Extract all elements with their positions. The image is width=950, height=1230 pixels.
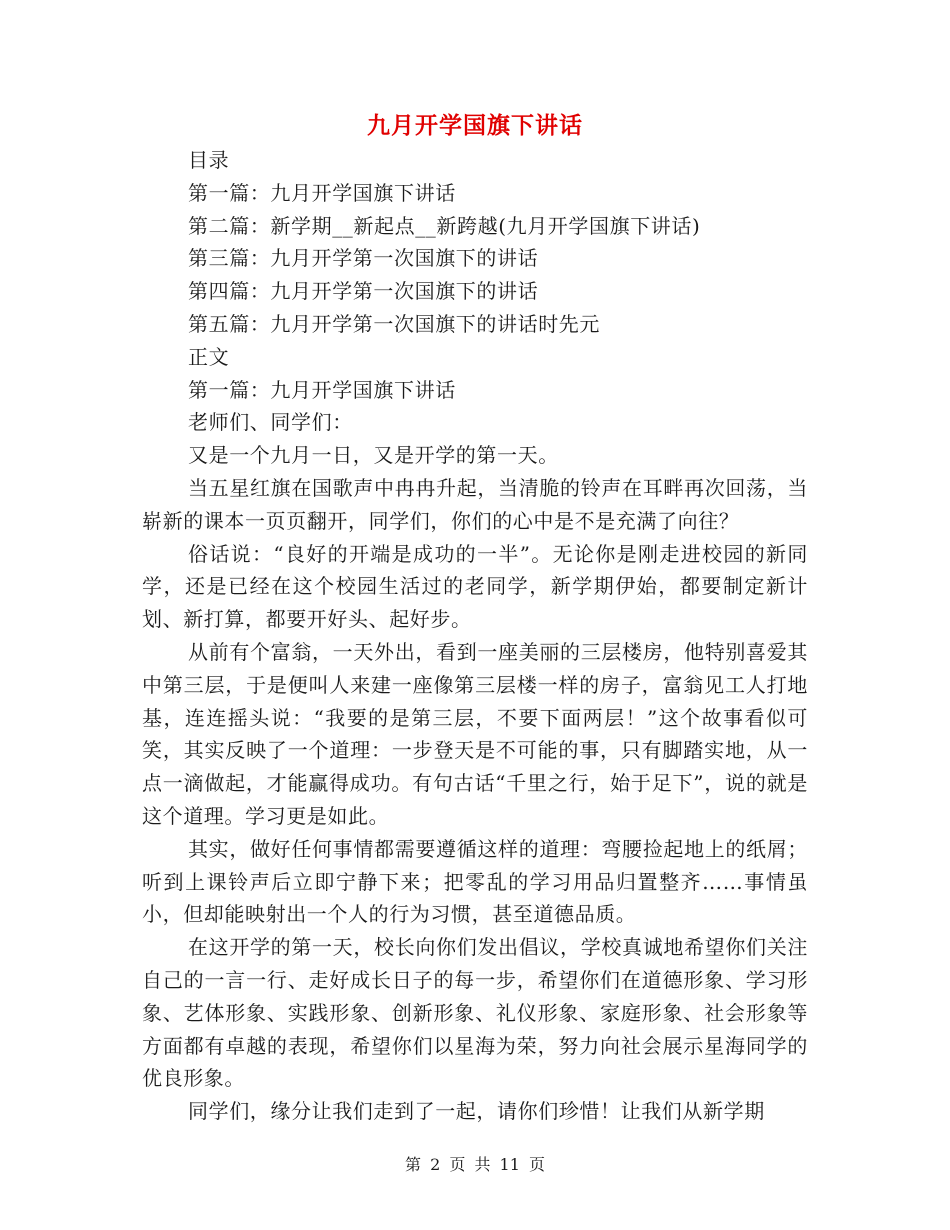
paragraph: 其实，做好任何事情都需要遵循这样的道理：弯腰捡起地上的纸屑；听到上课铃声后立即宁静下来；把零乱的学习用品归置整齐……事情虽小，但却能映射出一个人的行为习惯，甚至道德品质。 (142, 836, 808, 927)
document-body (142, 144, 808, 1128)
toc-item: 第一篇：九月开学国旗下讲话 (188, 180, 456, 205)
section-title: 第一篇：九月开学国旗下讲话 (188, 377, 456, 402)
salutation: 老师们、同学们： (188, 410, 353, 435)
paragraph: 又是一个九月一日，又是开学的第一天。 (188, 443, 559, 468)
toc-item: 第五篇：九月开学第一次国旗下的讲话时先元 (188, 311, 600, 336)
toc-item: 第二篇：新学期__新起点__新跨越(九月开学国旗下讲话) (188, 213, 701, 238)
toc-item: 第三篇：九月开学第一次国旗下的讲话 (188, 246, 539, 271)
document-title: 九月开学国旗下讲话 (367, 112, 583, 139)
page-number-footer: 第 2 页 共 11 页 (405, 1155, 545, 1174)
toc-heading: 目录 (188, 148, 230, 172)
paragraph: 当五星红旗在国歌声中冉冉升起，当清脆的铃声在耳畔再次回荡，当崭新的课本一页页翻开，同学们，你们的心中是不是充满了向往？ (142, 475, 808, 533)
body-heading: 正文 (188, 344, 230, 369)
paragraph: 同学们，缘分让我们走到了一起，请你们珍惜！让我们从新学期 (188, 1099, 765, 1124)
paragraph: 从前有个富翁，一天外出，看到一座美丽的三层楼房，他特别喜爱其中第三层，于是便叫人来建一座像第三层楼一样的房子，富翁见工人打地基，连连摇头说：“我要的是第三层，不要下面两层！”这个故事看似可笑，其实反映了一个道理：一步登天是不可能的事，只有脚踏实地，从一点一滴做起，才能赢得成功。有句古话“千里之行，始于足下”，说的就是这个道理。学习更是如此。 (142, 639, 808, 828)
paragraph: 在这开学的第一天，校长向你们发出倡议，学校真诚地希望你们关注自己的一言一行、走好成长日子的每一步，希望你们在道德形象、学习形象、艺体形象、实践形象、创新形象、礼仪形象、家庭形象、社会形象等方面都有卓越的表现，希望你们以星海为荣，努力向社会展示星海同学的优良形象。 (142, 935, 808, 1091)
paragraph: 俗话说：“良好的开端是成功的一半”。无论你是刚走进校园的新同学，还是已经在这个校园生活过的老同学，新学期伊始，都要制定新计划、新打算，都要开好头、起好步。 (142, 541, 808, 632)
toc-item: 第四篇：九月开学第一次国旗下的讲话 (188, 279, 539, 304)
